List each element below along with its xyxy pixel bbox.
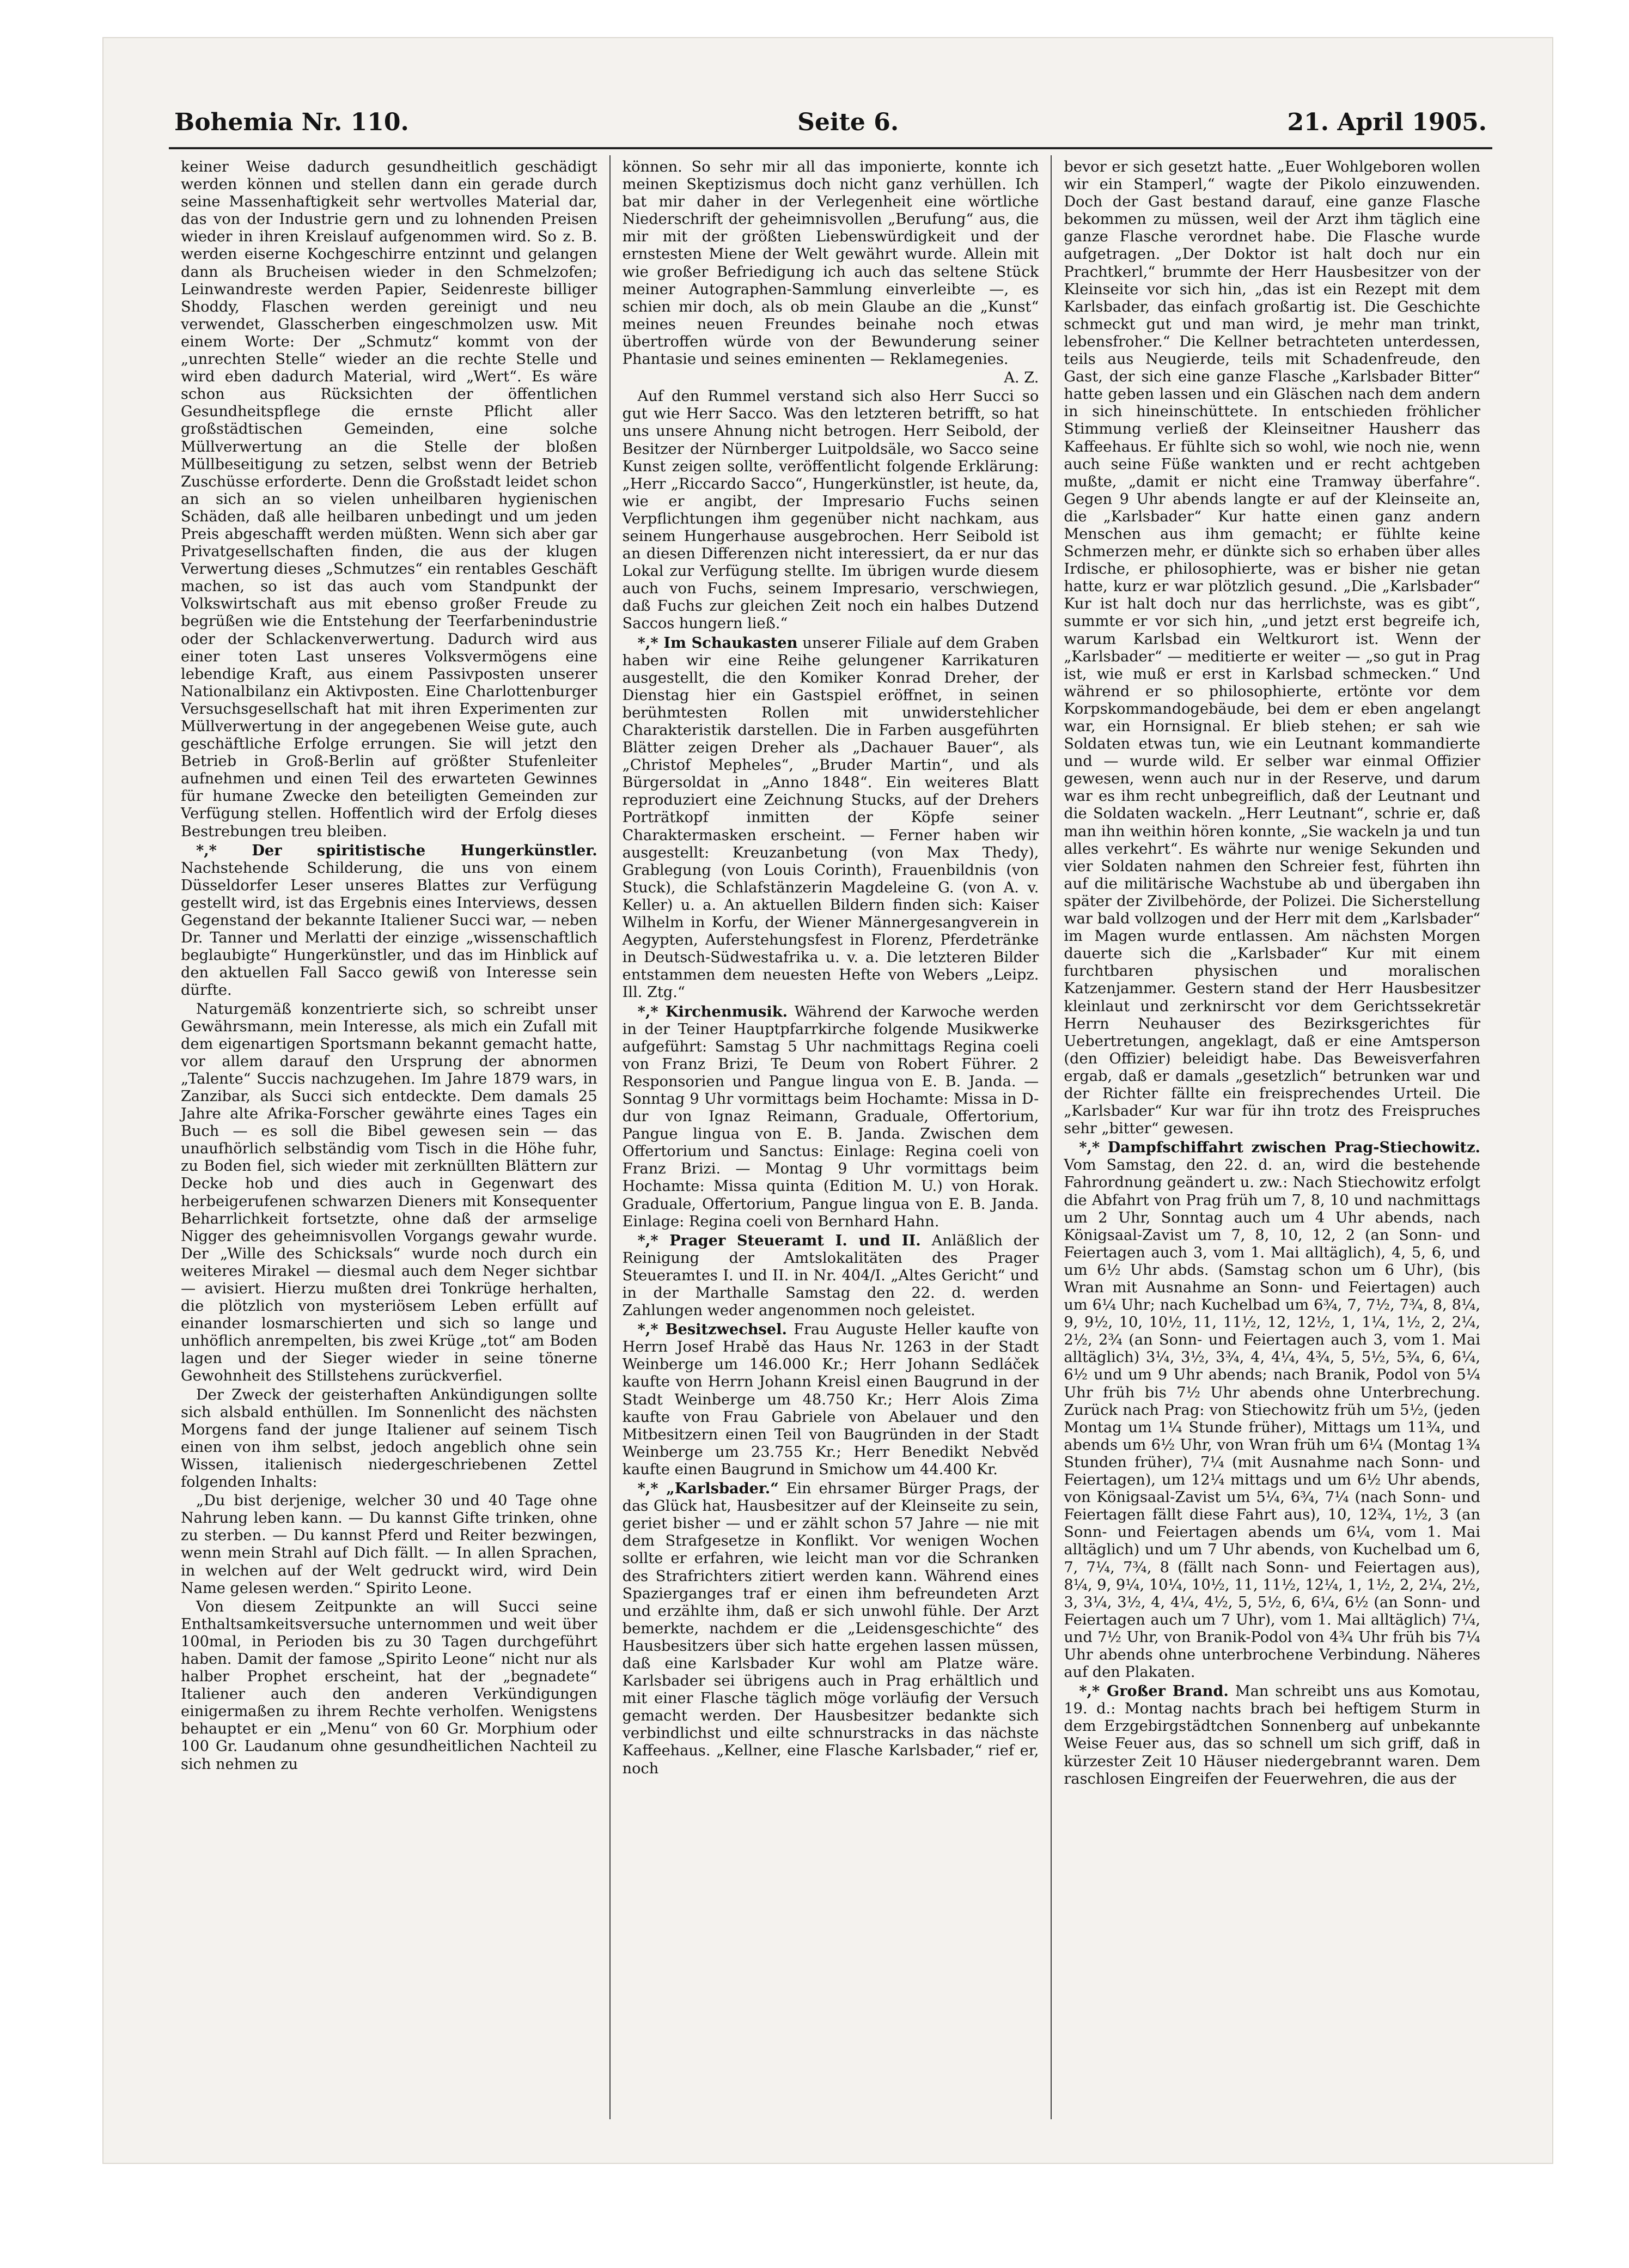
paragraph bbox=[623, 634, 1039, 1002]
paragraph-text: Frau Auguste Heller kaufte von Herrn Josef Hrabě das Haus Nr. 1263 in der Stadt Weinberge um 146.000 Kr.; Herr Johann Sedláček kaufte von Herrn Johann Kreisl einen Baugrund in der Stadt Weinberge um 48.750 Kr.; Herr Alois Zima kaufte von Frau Gabriele von Abelauer und den Mitbesitzern einen Teil von Baugründen in der Stadt Weinberge um 23.755 Kr.; Herr Benedikt Nebvěd kaufte einen Baugrund in Smichow um 44.400 Kr. bbox=[622, 1321, 1039, 1478]
section-heading: *,* Großer Brand. bbox=[1079, 1682, 1229, 1700]
article-columns bbox=[169, 155, 1492, 2119]
paragraph-text: bevor er sich gesetzt hatte. „Euer Wohlgeboren wollen wir ein Stamperl,“ wagte der Pikolo einzuwenden. Doch der Gast bestand darauf, eine ganze Flasche bekommen zu müssen, weil der Arzt ihm täglich eine ganze Flasche verordnet habe. Die Flasche wurde aufgetragen. „Der Doktor ist halt doch nur ein Prachtkerl,“ brummte der Herr Hausbesitzer von der Kleinseite vor sich hin, „das ist ein Rezept mit dem Karlsbader, das einfach großartig ist. Die Geschichte schmeckt gut und man wird, je mehr man trinkt, lebensfroher.“ Die Kellner betrachteten unterdessen, teils aus Neugierde, teils mit Schadenfreude, den Gast, der sich eine ganze Flasche „Karlsbader Bitter“ hatte geben lassen und ein Gläschen nach dem andern in sich hineinschüttete. In entschieden fröhlicher Stimmung verließ der Kleinseitner Hausherr das Kaffeehaus. Er fühlte sich so wohl, wie noch nie, wenn auch seine Füße wankten und er recht achtgeben mußte, „damit er nicht eine Tramway überfahre“. Gegen 9 Uhr abends langte er auf der Kleinseite an, die „Karlsbader“ Kur hatte einen ganz andern Menschen aus ihm gemacht; er fühlte keine Schmerzen mehr, er dünkte sich so erhaben über alles Irdische, er philosophierte, was er bisher nie getan hatte, kurz er war plötzlich gesund. „Die „Karlsbader“ Kur ist halt doch nur das herrlichste, was es gibt“, summte er vor sich hin, „und jetzt erst begreife ich, warum Karlsbad ein Weltkurort ist. Wenn der „Karlsbader“ — meditierte er weiter — „so gut in Prag ist, wie muß er erst in Karlsbad schmecken.“ Und während er so philosophierte, ertönte vor dem Korpskommandogebäude, bei dem er eben angelangt war, ein Hornsignal. Er blieb stehen; er sah wie Soldaten etwas tun, wie ein Leutnant kommandierte und — wurde wild. Er selber war einmal Offizier gewesen, wenn auch nur in der Reserve, und darum war es ihm recht unbegreiflich, daß der Leutnant und die Soldaten wackeln. „Herr Leutnant“, schrie er, daß man ihn weithin hören konnte, „Sie wackeln ja und tun alles verkehrt“. Es währte nur wenige Sekunden und vier Soldaten nahmen den Schreier fest, führten ihn auf die militärische Wachstube ab und übergaben ihn später der Zivilbehörde, der Polizei. Die Sicherstellung war bald vollzogen und der Herr mit dem „Karlsbader“ im Magen wurde entlassen. Am nächsten Morgen dauerte sich die „Karlsbader“ Kur mit einem furchtbaren physischen und moralischen Katzenjammer. Gestern stand der Herr Hausbesitzer kleinlaut und zerknirscht vor dem Gerichtssekretär Herrn Neuhauser des Bezirksgerichtes für Uebertretungen, angeklagt, daß er eine Amtsperson (den Offizier) beleidigt habe. Das Beweisverfahren ergab, daß er damals „gesetzlich“ betrunken war und der Richter fällte ein freisprechendes Urteil. Die „Karlsbader“ Kur war für ihn trotz des Freispruches sehr „bitter“ gewesen. bbox=[1064, 159, 1481, 1138]
paragraph bbox=[623, 1480, 1039, 1778]
paragraph bbox=[623, 159, 1039, 368]
newspaper-page bbox=[103, 38, 1552, 2163]
paragraph-text: Ein ehrsamer Bürger Prags, der das Glück hat, Hausbesitzer auf der Kleinseite zu sein, geriet bisher — und er zählt schon 57 Jahre — nie mit dem Strafgesetze in Konflikt. Vor wenigen Wochen sollte er erfahren, wie leicht man vor die Schranken des Strafrichters zitiert werden kann. Während eines Spazierganges traf er einen ihm befreundeten Arzt und erzählte ihm, daß er sich unwohl fühle. Der Arzt bemerkte, nachdem er die „Leidensgeschichte“ des Hausbesitzers über sich hatte ergehen lassen müssen, daß eine Karlsbader Kur wohl am Platze wäre. Karlsbader sei übrigens auch in Prag erhältlich und mit einer Flasche täglich möge vorläufig der Versuch gemacht werden. Der Hausbesitzer bedankte sich verbindlichst und eilte schnurstracks in das nächste Kaffeehaus. „Kellner, eine Flasche Karlsbader,“ rief er, noch bbox=[622, 1480, 1039, 1777]
paragraph bbox=[181, 1001, 597, 1385]
section-heading: *,* Im Schaukasten bbox=[637, 634, 798, 652]
section-heading: *,* Besitzwechsel. bbox=[637, 1321, 787, 1339]
paragraph-text: Vom Samstag, den 22. d. an, wird die bestehende Fahrordnung geändert u. zw.: Nach Stiechowitz erfolgt die Abfahrt von Prag früh um 7, 8, 10 und nachmittags um 2 Uhr, Sonntag auch um 4 Uhr abends, nach Königsaal-Zavist um 7, 8, 10, 12, 2 (an Sonn- und Feiertagen auch 3, vom 1. Mai alltäglich), 4, 5, 6, und um 6½ Uhr abds. (Samstag schon um 6 Uhr), (bis Wran mit Ausnahme an Sonn- und Feiertagen) auch um 6¼ Uhr; nach Kuchelbad um 6¾, 7, 7½, 7¾, 8, 8¼, 9, 9½, 10, 10½, 11, 11½, 12, 12½, 1, 1¼, 1½, 2, 2¼, 2½, 2¾ (an Sonn- und Feiertagen auch 3, vom 1. Mai alltäglich) 3¼, 3½, 3¾, 4, 4¼, 4¾, 5, 5½, 5¾, 6, 6¼, 6½ und um 9 Uhr abends; nach Branik, Podol von 5¼ Uhr früh bis 7½ Uhr abends ohne Unterbrechung. Zurück nach Prag: von Stiechowitz früh um 5½, (jeden Montag um 1¼ Stunde früher), Mittags um 11¾, und abends um 6½ Uhr, von Wran früh um 6¼ (Montag 1¾ Stunden früher), 7¼ (mit Ausnahme nach Sonn- und Feiertagen), um 12¼ mittags und um 6½ Uhr abends, von Königsaal-Zavist um 5¼, 6¾, 7¼ (nach Sonn- und Feiertagen fällt diese Fahrt aus), 10, 12¾, 1½, 3 (an Sonn- und Feiertagen abends um 6¼, vom 1. Mai alltäglich) und um 7 Uhr abends, von Kuchelbad um 6, 7, 7¼, 7¾, 8 (fällt nach Sonn- und Feiertagen aus), 8¼, 9, 9¼, 10¼, 10½, 11, 11½, 12¼, 1, 1½, 2, 2¼, 2½, 3, 3¼, 3½, 4, 4¼, 4½, 5, 5½, 6, 6¼, 6½ (an Sonn- und Feiertagen auch um 7 Uhr), vom 1. Mai alltäglich) 7¼, und 7½ Uhr, von Branik-Podol von 4¾ Uhr früh bis 7¼ Uhr abends ohne unterbrochene Verbindung. Näheres auf den Plakaten. bbox=[1064, 1157, 1481, 1681]
paragraph-text: Naturgemäß konzentrierte sich, so schreibt unser Gewährsmann, mein Interesse, als mich ein Zufall mit dem eigenartigen Sportsmann bekannt gemacht hatte, vor allem darauf den Ursprung der abnormen „Talente“ Succis nachzugehen. Im Jahre 1879 wars, in Zanzibar, als Succi sich entdeckte. Dem damals 25 Jahre alte Afrika-Forscher gewährte eines Tages ein Buch — es soll die Bibel gewesen sein — das unaufhörlich selbständig vom Tisch in die Höhe fuhr, zu Boden fiel, sich wieder mit zerknüllten Blättern zur Decke hob und dies auch in Gegenwart des herbeigerufenen schwarzen Dieners mit Konsequenter Beharrlichkeit fortsetzte, ohne daß der armselige Nigger des geheimnisvollen Vorgangs gewahr wurde. Der „Wille des Schicksals“ wurde noch durch ein weiteres Mirakel — diesmal auch dem Neger sichtbar — avisiert. Hierzu mußten drei Tonkrüge herhalten, die plötzlich von mysteriösem Leben erfüllt auf einander losmarschierten und sich so lange und unhöflich anrempelten, bis zwei Krüge „tot“ am Boden lagen und der Sieger wieder in seine tönerne Gewohnheit des Stillstehens zurückverfiel. bbox=[181, 1000, 597, 1385]
paragraph-text: keiner Weise dadurch gesundheitlich geschädigt werden können und stellen dann ein gerade durch seine Massenhaftigkeit sehr wertvolles Material dar, das von der Industrie gern und zu lohnenden Preisen wieder in ihren Kreislauf aufgenommen wird. So z. B. werden eiserne Kochgeschirre entzinnt und gelangen dann als Brucheisen wieder in den Schmelzofen; Leinwandreste werden Papier, Seidenreste billiger Shoddy, Flaschen werden gereinigt und neu verwendet, Glasscherben eingeschmolzen usw. Mit einem Worte: Der „Schmutz“ kommt von der „unrechten Stelle“ wieder an die rechte Stelle und wird eben dadurch Material, wird „Wert“. Es wäre schon aus Rücksichten der öffentlichen Gesundheitspflege die ernste Pflicht aller großstädtischen Gemeinden, eine solche Müllverwertung an die Stelle der bloßen Müllbeseitigung zu setzen, selbst wenn der Betrieb Zuschüsse erforderte. Denn die Großstadt leidet schon an sich an so vielen unheilbaren hygienischen Schäden, daß alle heilbaren unbedingt und um jeden Preis abgeschafft werden müßten. Wenn sich aber gar Privatgesellschaften finden, die aus der klugen Verwertung dieses „Schmutzes“ ein rentables Geschäft machen, so ist das auch vom Standpunkt der Volkswirtschaft aus mit ebenso großer Freude zu begrüßen wie die Entstehung der Teerfarbenindustrie oder der Schlackenverwertung. Dadurch wird aus einer toten Last unseres Volksvermögens eine lebendige Kraft, aus einem Passivposten unserer Nationalbilanz ein Aktivposten. Eine Charlottenburger Versuchsgesellschaft hat mit ihren Experimenten zur Müllverwertung in der angegebenen Weise gute, auch geschäftliche Erfolge errungen. Sie will jetzt den Betrieb in Groß-Berlin auf größter Stufenleiter aufnehmen und einen Teil des erwarteten Gewinnes für humane Zwecke den beteiligten Gemeinden zur Verfügung stellen. Hoffentlich wird der Erfolg dieses Bestrebungen treu bleiben. bbox=[181, 159, 597, 840]
paragraph bbox=[623, 1321, 1039, 1479]
paragraph bbox=[623, 1003, 1039, 1231]
paragraph bbox=[181, 1492, 597, 1597]
header-rule bbox=[169, 147, 1492, 149]
paragraph-text: Nachstehende Schilderung, die uns von einem Düsseldorfer Leser unseres Blattes zur Verfügung gestellt wird, ist das Ergebnis eines Interviews, dessen Gegenstand der bekannte Italiener Succi war, — neben Dr. Tanner und Merlatti der einzige „wissenschaftlich beglaubigte“ Hungerkünstler, und das im Hinblick auf den aktuellen Fall Sacco gewiß von Interesse sein dürfte. bbox=[181, 859, 597, 999]
paragraph-text: Während der Karwoche werden in der Teiner Hauptpfarrkirche folgende Musikwerke aufgeführt: Samstag 5 Uhr nachmittags Regina coeli von Franz Brizi, Te Deum von Robert Führer. 2 Responsorien und Pangue lingua von E. B. Janda. — Sonntag 9 Uhr vormittags beim Hochamte: Missa in D-dur von Ignaz Reimann, Graduale, Offertorium, Pangue lingua von E. B. Janda. Zwischen dem Offertorium und Sanctus: Einlage: Regina coeli von Franz Brizi. — Montag 9 Uhr vormittags beim Hochamte: Missa quinta (Edition M. U.) von Horak. Graduale, Offertorium, Pangue lingua von E. B. Janda. Einlage: Regina coeli von Bernhard Hahn. bbox=[622, 1003, 1039, 1230]
section-heading: *,* Der spiritistische Hungerkünstler. bbox=[196, 841, 597, 859]
paragraph bbox=[623, 1232, 1039, 1320]
paragraph-text: Auf den Rummel verstand sich also Herr Succi so gut wie Herr Sacco. Was den letzteren betrifft, so hat uns unsere Ahnung nicht betrogen. Herr Seibold, der Besitzer der Nürnberger Luitpoldsäle, wo Sacco seine Kunst zeigen sollte, veröffentlicht folgende Erklärung: „Herr „Riccardo Sacco“, Hungerkünstler, ist heute, da, wie er angibt, der Impresario Fuchs seinen Verpflichtungen ihm gegenüber nicht nachkam, aus seinem Hungerhause ausgebrochen. Herr Seibold ist an diesen Differenzen nicht interessiert, da er nur das Lokal zur Verfügung stellte. Im übrigen wurde diesem auch von Fuchs, seinem Impresario, verschwiegen, daß Fuchs zur gleichen Zeit noch ein halbes Dutzend Saccos hungern ließ.“ bbox=[622, 388, 1039, 633]
masthead-issue: Bohemia Nr. 110. bbox=[174, 108, 409, 136]
column-1 bbox=[169, 155, 611, 2119]
paragraph bbox=[181, 842, 597, 1000]
paragraph bbox=[181, 159, 597, 841]
section-heading: *,* „Karlsbader.“ bbox=[637, 1480, 779, 1498]
page-number: Seite 6. bbox=[797, 108, 899, 136]
paragraph bbox=[181, 1598, 597, 1773]
paragraph-text: Von diesem Zeitpunkte an will Succi seine Enthaltsamkeitsversuche unternommen und weit über 100mal, in Perioden bis zu 30 Tagen durchgeführt haben. Damit der famose „Spirito Leone“ nicht nur als halber Prophet erscheint, hat der „begnadete“ Italiener auch den anderen Verkündigungen einigermaßen zu ihrem Rechte verholfen. Wenigstens behauptet er ein „Menu“ von 60 Gr. Morphium oder 100 Gr. Laudanum ohne gesundheitlichen Nachteil zu sich nehmen zu bbox=[181, 1598, 597, 1773]
section-heading: *,* Prager Steueramt I. und II. bbox=[637, 1231, 921, 1249]
paragraph-text: Der Zweck der geisterhaften Ankündigungen sollte sich alsbald enthüllen. Im Sonnenlicht des nächsten Morgens fand der junge Italiener auf seinem Tisch einen von ihm selbst, jedoch angeblich ohne sein Wissen, italienisch niedergeschriebenen Zettel folgenden Inhalts: bbox=[181, 1386, 597, 1491]
paragraph bbox=[1064, 1139, 1480, 1681]
paragraph-text: unserer Filiale auf dem Graben haben wir eine Reihe gelungener Karrikaturen ausgestellt, die den Komiker Konrad Dreher, der Dienstag hier ein Gastspiel eröffnet, in seinen berühmtesten Rollen mit unwiderstehlicher Charakteristik darstellen. Die in Farben ausgeführten Blätter zeigen Dreher als „Dachauer Bauer“, als „Christof Mepheles“, „Bruder Martin“, und als Bürgersoldat in „Anno 1848“. Ein weiteres Blatt reproduziert eine Zeichnung Stucks, auf der Drehers Porträtkopf inmitten der Köpfe seiner Charaktermasken erscheint. — Ferner haben wir ausgestellt: Kreuzanbetung (von Max Thedy), Grablegung (von Louis Corinth), Frauenbildnis (von Stuck), die Schlafstänzerin Magdeleine G. (von A. v. Keller) u. a. An aktuellen Bildern finden sich: Kaiser Wilhelm in Korfu, der Wiener Männergesangverein in Aegypten, Auferstehungsfest in Florenz, Pferdetränke in Deutsch-Südwestafrika u. v. a. Die letzteren Bilder entstammen dem neuesten Hefte von Webers „Leipz. Ill. Ztg.“ bbox=[622, 634, 1039, 1001]
section-heading: *,* Kirchenmusik. bbox=[637, 1002, 788, 1020]
paragraph-text: A. Z. bbox=[1004, 369, 1039, 387]
issue-date: 21. April 1905. bbox=[1287, 108, 1487, 136]
paragraph bbox=[623, 369, 1039, 387]
paragraph bbox=[623, 388, 1039, 633]
paragraph-text: Man schreibt uns aus Komotau, 19. d.: Montag nachts brach bei heftigem Sturm in dem Erzgebirgstädtchen Sonnenberg auf unbekannte Weise Feuer aus, das so schnell um sich griff, daß in kürzester Zeit 10 Häuser niedergebrannt waren. Dem raschlosen Eingreifen der Feuerwehren, die aus der bbox=[1064, 1683, 1481, 1787]
paragraph-text: können. So sehr mir all das imponierte, konnte ich meinen Skeptizismus doch nicht ganz verhüllen. Ich bat mir daher in der Verlegenheit eine wörtliche Niederschrift der geheimnisvollen „Berufung“ aus, die mir mit der größten Liebenswürdigkeit und der ernstesten Miene der Welt gewährt wurde. Allein mit wie großer Befriedigung ich auch das seltene Stück meiner Autographen-Sammlung einverleibte —, es schien mir doch, als ob mein Glaube an die „Kunst“ meines neuen Freundes beinahe noch etwas übertroffen würde von der Bewunderung seiner Phantasie und seines eminenten — Reklamegenies. bbox=[622, 159, 1039, 368]
section-heading: *,* Dampfschiffahrt zwischen Prag-Stiechowitz. bbox=[1079, 1139, 1481, 1157]
paragraph-text: Anläßlich der Reinigung der Amtslokalitäten des Prager Steueramtes I. und II. in Nr. 404/I. „Altes Gericht“ und in der Marthalle Samstag den 22. d. werden Zahlungen weder angenommen noch geleistet. bbox=[622, 1232, 1039, 1320]
column-3 bbox=[1052, 155, 1492, 2119]
paragraph bbox=[181, 1387, 597, 1492]
paragraph bbox=[1064, 1682, 1480, 1788]
paragraph-text: „Du bist derjenige, welcher 30 und 40 Tage ohne Nahrung leben kann. — Du kannst Gifte trinken, ohne zu sterben. — Du kannst Pferd und Reiter bezwingen, wenn mein Strahl auf Dich fällt. — In allen Sprachen, in welchen auf der Welt gedruckt wird, wird Dein Name gelesen werden.“ Spirito Leone. bbox=[181, 1492, 597, 1597]
paragraph bbox=[1064, 159, 1480, 1138]
column-2 bbox=[611, 155, 1052, 2119]
page-header bbox=[174, 87, 1487, 136]
